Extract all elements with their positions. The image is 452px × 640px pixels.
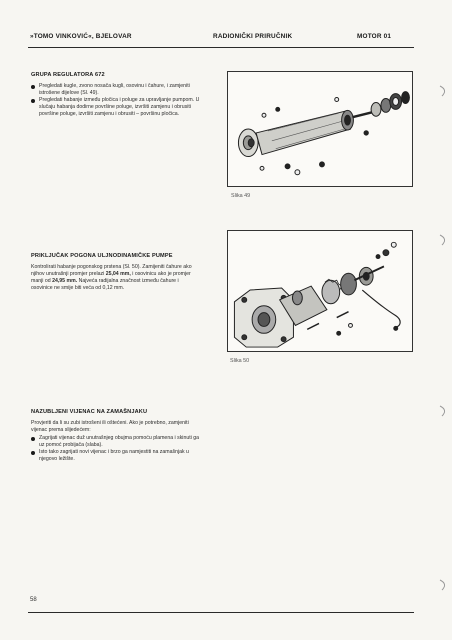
regulator-exploded-drawing [228, 72, 412, 186]
list-item [31, 435, 201, 449]
list-item-text: Pregledati kugle, zvono nosača kugli, osovinu i čahure, i zamjeniti istrošene dijelove (Sl. 49). [39, 83, 190, 97]
bullet-icon [31, 437, 35, 441]
figure-50 [227, 230, 413, 352]
hole-punch-mark-icon [438, 84, 452, 98]
flywheel-bullet-list [31, 435, 201, 463]
hole-punch-mark-icon [438, 233, 452, 247]
figure-49 [227, 71, 413, 187]
page-number: 58 [30, 597, 37, 603]
figure-50-caption: Slika 50 [230, 358, 250, 364]
pump-drive-exploded-drawing [228, 231, 412, 351]
bullet-icon [31, 85, 35, 89]
header-rule [28, 47, 414, 48]
list-item-text: Isto tako zagrijati novi vijenac i brzo ga namjestiti na zamašnjak u njegovo ležište. [39, 449, 189, 463]
measurement-bold: 24,95 mm. [52, 278, 78, 285]
section-title-pump-drive: PRIKLJUČAK POGONA ULJNODINAMIČKE PUMPE [31, 253, 173, 259]
header-manual-title: RADIONIČKI PRIRUČNIK [213, 33, 293, 40]
text-run: Kontrolirati habanje pogonskog prstena (Sl. 50). Zamijeniti čahure ako njihov unutrašnji promjer prelazi [31, 264, 192, 278]
footer-rule [28, 612, 414, 613]
list-item [31, 97, 201, 118]
bullet-icon [31, 451, 35, 455]
text-run: i osovinicu ako je promjer manji od [31, 271, 191, 285]
header-company: »TOMO VINKOVIĆ«, BJELOVAR [30, 33, 132, 40]
bullet-icon [31, 99, 35, 103]
measurement-bold: 25,04 mm, [105, 271, 131, 278]
list-item-text: Pregledati habanje između pločica i poluge za upravljanje pumpom. U slučaju habanja dodirne površine poluge, izvršiti zamjenu i obrusiti površine poluge, izvršiti zamjenu i obrusiti – površinu pločica. [39, 97, 200, 118]
list-item-text: Zagrijati vijenac duž unutrašnjeg obujma pomoću plamena i skinuti ga uz pomoć probijača (slaba). [39, 435, 200, 449]
text-run: Najveća radijalna značnost između čahure i osovinice ne smije biti veća od 0,12 mm. [31, 278, 179, 292]
hole-punch-mark-icon [438, 404, 452, 418]
list-item [31, 83, 201, 97]
pump-drive-paragraph [31, 264, 199, 292]
flywheel-intro-paragraph: Provjeriti da li su zubi istrošeni ili oštećeni. Ako je potrebno, zamjeniti vijenac prema slijedećem: [31, 420, 189, 434]
list-item [31, 449, 201, 463]
hole-punch-mark-icon [438, 578, 452, 592]
header-section: MOTOR 01 [357, 33, 392, 40]
section-title-regulator: GRUPA REGULATORA 672 [31, 72, 105, 78]
figure-49-caption: Slika 49 [231, 193, 251, 199]
regulator-bullet-list [31, 83, 201, 118]
section-title-flywheel-ring: NAZUBLJENI VIJENAC NA ZAMAŠNJAKU [31, 409, 148, 415]
